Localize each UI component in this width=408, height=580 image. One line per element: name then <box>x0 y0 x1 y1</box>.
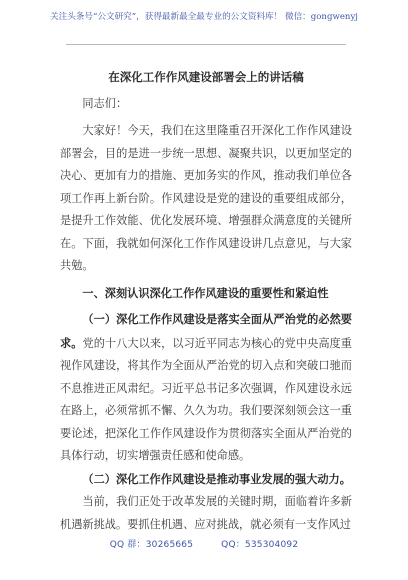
footer-contact <box>0 537 408 550</box>
intro-paragraph: 大家好！今天，我们在这里隆重召开深化工作作风建设部署会，目的是进一步统一思想、凝聚共识，以更加坚定的决心、更加有力的措施、更加务实的作风，推动我们单位各项工作再上新台阶。作风建设是党的建设的重要组成部分，是提升工作效能、优化发展环境、增强群众满意度的关键所在。下面，我就如何深化工作作风建设讲几点意见，与大家共勉。 <box>60 124 352 272</box>
point-1-body: 党的十八大以来，以习近平同志为核心的党中央高度重视作风建设，将其作为全面从严治党的切入点和突破口驰而不息推进正风肃纪。习近平总书记多次强调，作风建设永远在路上，必须常抓不懈、久久为功。我们要深刻领会这一重要论述，把深化工作作风建设作为贯彻落实全面从严治党的具体行动，切实增强责任感和使命感。 <box>60 336 352 462</box>
header-notice: 关注头条号“公文研究”，获得最新最全最专业的公文资料库！ 微信：gongwenyj <box>50 12 358 22</box>
greeting: 同志们： <box>82 96 128 110</box>
section-heading-1: 一、深刻认识深化工作作风建设的重要性和紧迫性 <box>82 285 329 300</box>
point-1-paragraph <box>60 308 352 468</box>
point-2-body: 当前，我们正处于改革发展的关键时期，面临着许多新机遇新挑战。要抓住机遇、应对挑战，就必须有一支作风过 <box>60 495 352 531</box>
point-2-heading <box>60 468 352 492</box>
document-title: 在深化工作作风建设部署会上的讲话稿 <box>108 70 304 84</box>
point-2-heading-text: （二）深化工作作风建设是推动事业发展的强大动力。 <box>82 471 351 486</box>
point-1-heading: （一）深化工作作风建设是落实全面从严治党的必然要求。 <box>60 312 352 350</box>
footer-qq: QQ：535304092 <box>221 540 299 550</box>
footer-qq-group: QQ 群：30265665 <box>109 540 194 550</box>
document-body <box>60 60 352 536</box>
header-divider <box>66 44 346 45</box>
